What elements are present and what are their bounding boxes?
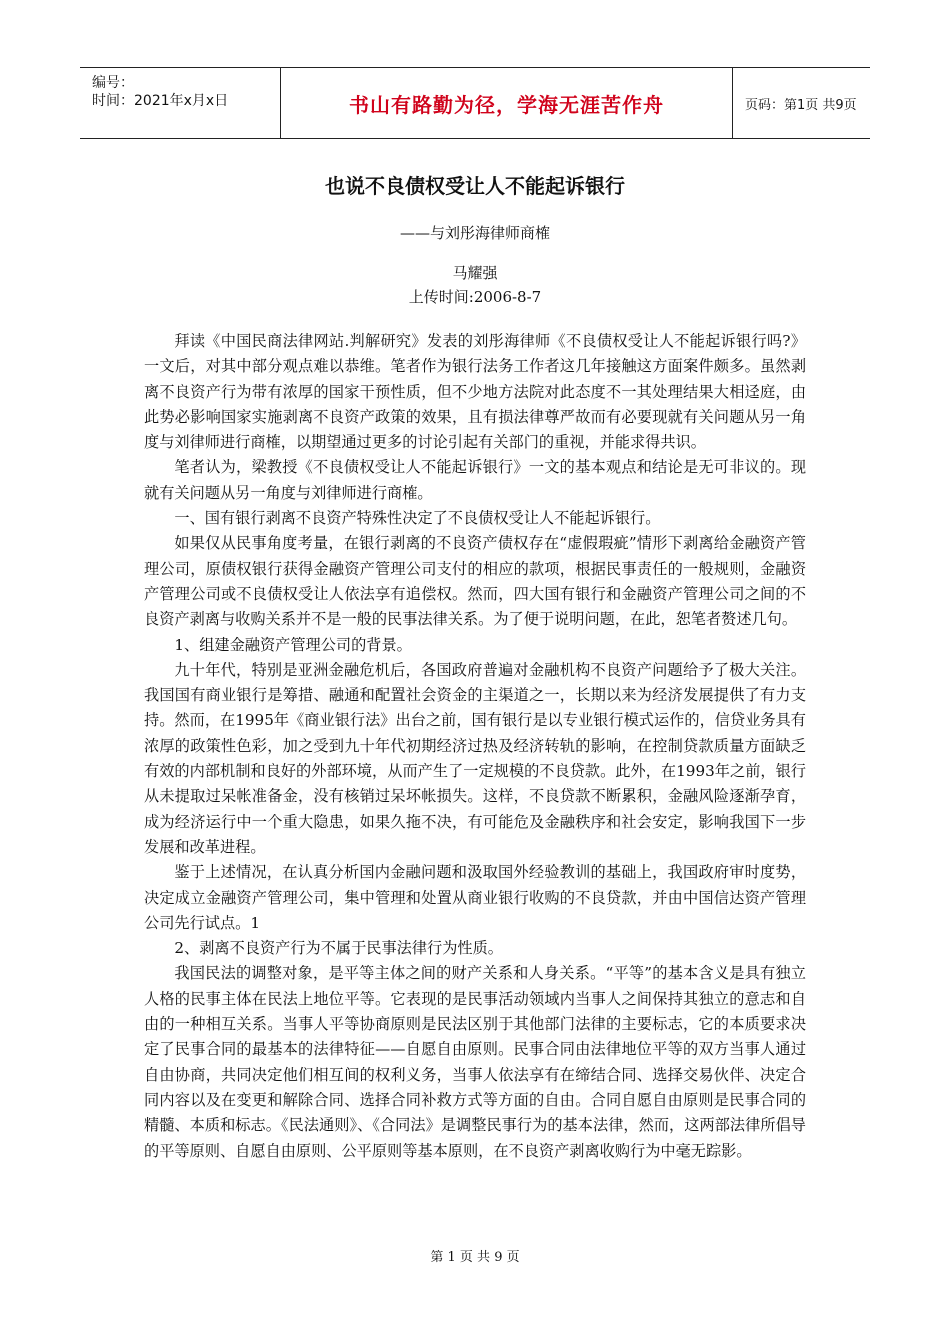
article-body (144, 329, 806, 1164)
article-subtitle: ——与刘彤海律师商榷 (399, 224, 550, 242)
header-meta (80, 68, 280, 138)
paragraph: 我国民法的调整对象，是平等主体之间的财产关系和人身关系。“平等”的基本含义是具有独立人格的民事主体在民法上地位平等。它表现的是民事活动领域内当事人之间保持其独立的意志和自由的一种相互关系。当事人平等协商原则是民法区别于其他部门法律的主要标志，它的本质要求决定了民事合同的最基本的法律特征——自愿自由原则。民事合同由法律地位平等的双方当事人通过自由协商，共同决定他们相互间的权利义务，当事人依法享有在缔结合同、选择交易伙伴、决定合同内容以及在变更和解除合同、选择合同补救方式等方面的自由。合同自愿自由原则是民事合同的精髓、本质和标志。《民法通则》、《合同法》是调整民事行为的基本法律，然而，这两部法律所倡导的平等原则、自愿自由原则、公平原则等基本原则，在不良资产剥离收购行为中毫无踪影。 (144, 964, 806, 1160)
article-upload-time: 上传时间:2006-8-7 (408, 288, 542, 306)
paragraph: 九十年代，特别是亚洲金融危机后，各国政府普遍对金融机构不良资产问题给予了极大关注。我国国有商业银行是筹措、融通和配置社会资金的主渠道之一，长期以来为经济发展提供了有力支持。然而，在1995年《商业银行法》出台之前，国有银行是以专业银行模式运作的，信贷业务具有浓厚的政策性色彩，加之受到九十年代初期经济过热及经济转轨的影响，在控制贷款质量方面缺乏有效的内部机制和良好的外部环境，从而产生了一定规模的不良贷款。此外，在1993年之前，银行从未提取过呆帐准备金，没有核销过呆坏帐损失。这样，不良贷款不断累积，金融风险逐渐孕育，成为经济运行中一个重大隐患，如果久拖不决，有可能危及金融秩序和社会安定，影响我国下一步发展和改革进程。 (144, 660, 806, 856)
paragraph: 2、剥离不良资产行为不属于民事法律行为性质。 (174, 939, 503, 958)
page-footer: 第 1 页 共 9 页 (430, 1250, 520, 1265)
paragraph: 鉴于上述情况，在认真分析国内金融问题和汲取国外经验教训的基础上，我国政府审时度势，决定成立金融资产管理公司，集中管理和处置从商业银行收购的不良贷款，并由中国信达资产管理公司先行试点。1 (144, 863, 806, 932)
paragraph: 拜读《中国民商法律网站.判解研究》发表的刘彤海律师《不良债权受让人不能起诉银行吗?》一文后，对其中部分观点难以恭维。笔者作为银行法务工作者这几年接触这方面案件颇多。虽然剥离不良资产行为带有浓厚的国家干预性质，但不少地方法院对此态度不一其处理结果大相迳庭，由此势必影响国家实施剥离不良资产政策的效果，且有损法律尊严故而有必要现就有关问题从另一角度与刘律师进行商榷，以期望通过更多的讨论引起有关部门的重视，并能求得共识。 (144, 332, 806, 452)
article-title: 也说不良债权受让人不能起诉银行 (325, 174, 625, 198)
page-header (80, 67, 870, 139)
paragraph: 笔者认为，梁教授《不良债权受让人不能起诉银行》一文的基本观点和结论是无可非议的。现就有关问题从另一角度与刘律师进行商榷。 (144, 458, 806, 502)
paragraph: 一、国有银行剥离不良资产特殊性决定了不良债权受让人不能起诉银行。 (174, 509, 661, 528)
paragraph: 如果仅从民事角度考量，在银行剥离的不良资产债权存在“虚假瑕疵”情形下剥离给金融资产管理公司，原债权银行获得金融资产管理公司支付的相应的款项，根据民事责任的一般规则，金融资产管理公司或不良债权受让人依法享有追偿权。然而，四大国有银行和金融资产管理公司之间的不良资产剥离与收购关系并不是一般的民事法律关系。为了便于说明问题，在此，恕笔者赘述几句。 (144, 534, 806, 629)
document-time-label: 时间：2021年x月x日 (92, 93, 229, 109)
header-page-info: 页码：第1页 共9页 (745, 97, 857, 113)
article-author: 马耀强 (452, 264, 498, 282)
header-motto: 书山有路勤为径，学海无涯苦作舟 (280, 68, 733, 138)
paragraph: 1、组建金融资产管理公司的背景。 (174, 635, 412, 654)
document-number-label: 编号： (92, 75, 134, 91)
